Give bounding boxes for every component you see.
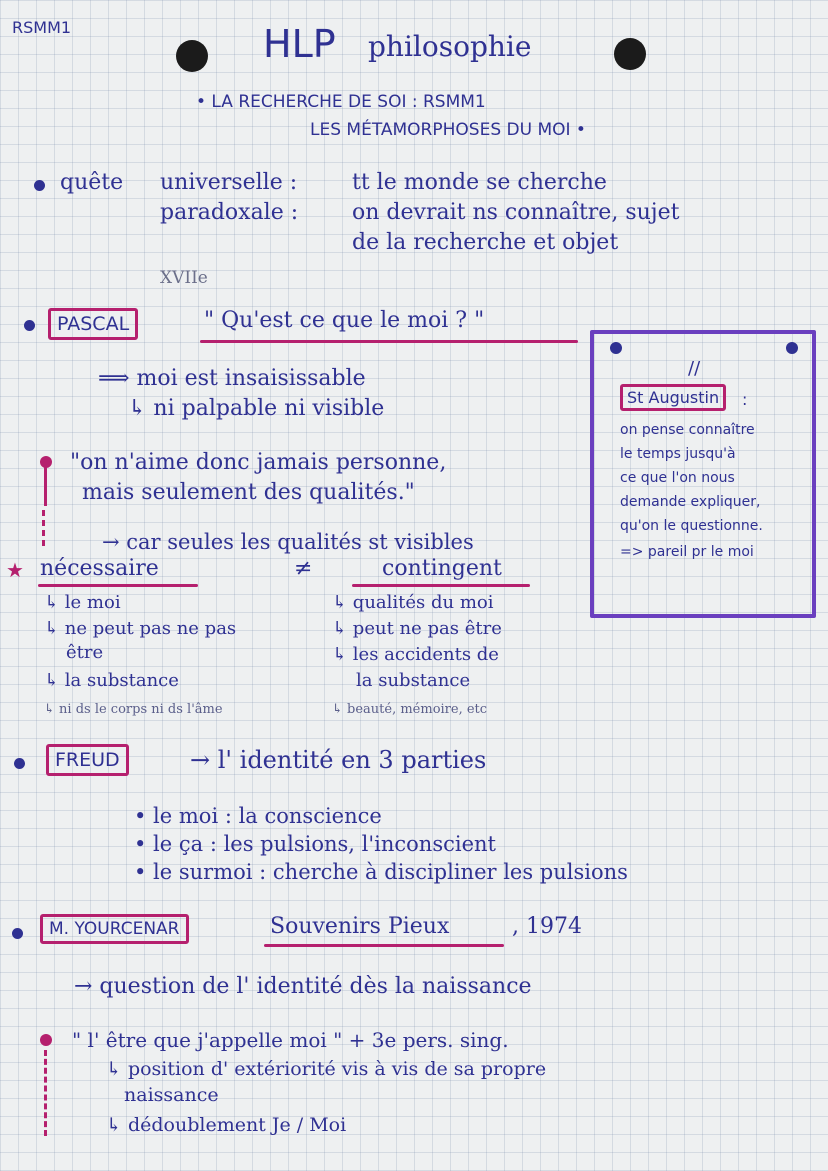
left-item: être — [66, 642, 104, 663]
pascal-quote-2-line-2: mais seulement des qualités." — [82, 480, 415, 505]
quete-line-3: de la recherche et objet — [352, 230, 619, 255]
header-line-2: LES MÉTAMORPHOSES DU MOI • — [310, 120, 586, 140]
pascal-arrow-2: ↳ ni palpable ni visible — [128, 396, 385, 421]
card-pin-right — [786, 342, 798, 354]
augustin-line: on pense connaître — [620, 422, 755, 438]
freud-item: • le moi : la conscience — [134, 804, 382, 828]
left-item: ↳ la substance — [44, 670, 179, 691]
quote-pin-dash — [42, 510, 48, 546]
pascal-quote-2-line-1: "on n'aime donc jamais personne, — [70, 450, 447, 475]
augustin-box: St Augustin — [620, 384, 726, 411]
title-philosophie: philosophie — [368, 30, 532, 63]
century-note: XVIIe — [160, 268, 208, 288]
yourcenar-sub-1b: naissance — [124, 1084, 219, 1106]
quote-pin — [40, 1034, 52, 1046]
punch-hole-right — [614, 38, 646, 70]
yourcenar-year: , 1974 — [512, 914, 582, 939]
punch-hole-left — [176, 40, 208, 72]
yourcenar-work: Souvenirs Pieux — [270, 914, 450, 939]
right-item: ↳ qualités du moi — [332, 592, 494, 613]
pascal-box: PASCAL — [48, 308, 138, 340]
underline — [200, 340, 578, 343]
bullet — [12, 928, 23, 939]
yourcenar-box: M. YOURCENAR — [40, 914, 189, 944]
left-item: ↳ ni ds le corps ni ds l'âme — [44, 702, 223, 717]
parallel-mark: // — [688, 358, 701, 379]
augustin-line: le temps jusqu'à — [620, 446, 736, 462]
bullet — [34, 180, 45, 191]
right-item: ↳ beauté, mémoire, etc — [332, 702, 488, 717]
title-hlp: HLP — [263, 22, 336, 66]
left-item: ↳ le moi — [44, 592, 121, 613]
quote-pin-line — [44, 466, 47, 506]
quete-paradoxale: paradoxale : — [160, 200, 299, 225]
yourcenar-arrow: → question de l' identité dès la naissance — [74, 974, 532, 999]
bullet — [14, 758, 25, 769]
quete-universelle-text: tt le monde se cherche — [352, 170, 607, 195]
star-icon: ★ — [6, 558, 24, 582]
yourcenar-sub-2: ↳ dédoublement Je / Moi — [106, 1114, 347, 1136]
yourcenar-quote: " l' être que j'appelle moi " + 3e pers. sing. — [72, 1028, 509, 1052]
right-item: ↳ peut ne pas être — [332, 618, 502, 639]
augustin-colon: : — [742, 390, 748, 409]
quote-pin-dash — [44, 1050, 50, 1136]
yourcenar-sub-1: ↳ position d' extériorité vis à vis de sa propre — [106, 1058, 547, 1080]
augustin-line: ce que l'on nous — [620, 470, 735, 486]
underline — [38, 584, 198, 587]
freud-item: • le ça : les pulsions, l'inconscient — [134, 832, 496, 856]
pascal-quote: " Qu'est ce que le moi ? " — [204, 308, 485, 333]
freud-arrow: → l' identité en 3 parties — [190, 746, 487, 774]
quete-paradoxale-text: on devrait ns connaître, sujet — [352, 200, 680, 225]
contingent-head: contingent — [382, 556, 502, 581]
quete-label: quête — [60, 170, 124, 195]
corner-label: RSMM1 — [12, 18, 72, 37]
freud-box: FREUD — [46, 744, 129, 776]
pascal-car: → car seules les qualités st visibles — [102, 530, 474, 554]
neq-sign: ≠ — [294, 556, 313, 581]
bullet — [24, 320, 35, 331]
necessaire-head: nécessaire — [40, 556, 159, 581]
right-item: la substance — [356, 670, 471, 691]
augustin-line: => pareil pr le moi — [620, 544, 754, 560]
pascal-arrow-1: ⟹ moi est insaisissable — [98, 366, 366, 391]
right-item: ↳ les accidents de — [332, 644, 499, 665]
underline — [352, 584, 530, 587]
augustin-line: qu'on le questionne. — [620, 518, 763, 534]
augustin-line: demande expliquer, — [620, 494, 761, 510]
header-line-1: • LA RECHERCHE DE SOI : RSMM1 — [196, 92, 486, 112]
underline — [264, 944, 504, 947]
card-pin-left — [610, 342, 622, 354]
augustin-card — [590, 330, 816, 618]
freud-item: • le surmoi : cherche à discipliner les pulsions — [134, 860, 628, 884]
quete-universelle: universelle : — [160, 170, 298, 195]
left-item: ↳ ne peut pas ne pas — [44, 618, 237, 639]
